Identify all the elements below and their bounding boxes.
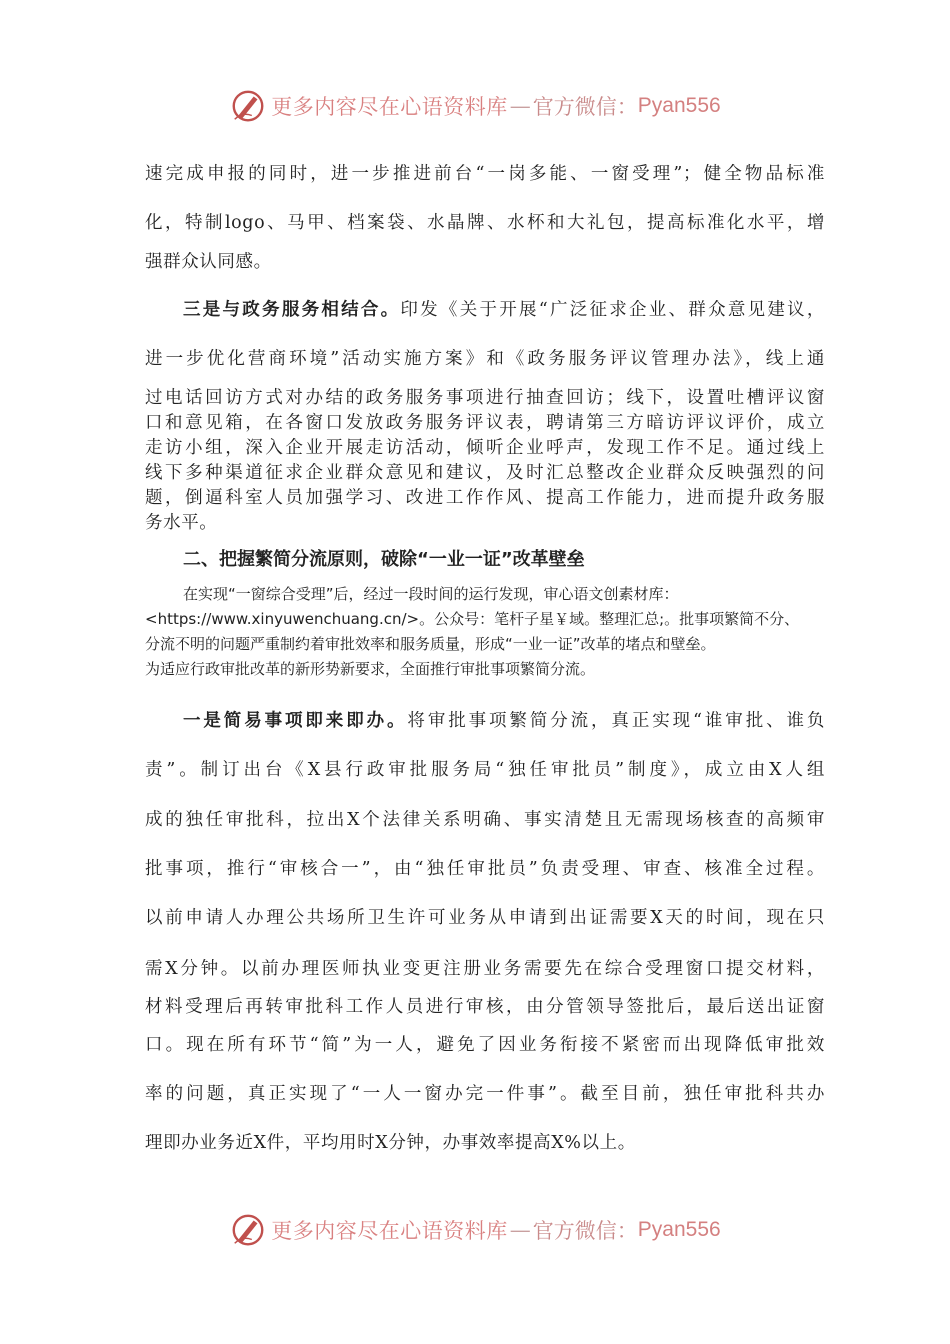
p2-line-2: 进一步优化营商环境”活动实施方案》和《政务服务评议管理办法》，线上通	[145, 349, 825, 369]
p4-lead: 一是简易事项即来即办。	[183, 711, 408, 731]
p2-line-8: 务水平。	[145, 513, 218, 533]
banner-wechat-label: 官方微信：	[532, 1219, 638, 1243]
p4-line-10: 理即办业务近X件，平均用时X分钟，办事效率提高X%以上。	[145, 1133, 636, 1153]
banner-title: 更多内容尽在心语资料库	[271, 95, 508, 119]
p4-line-4: 批事项，推行“审核合一”，由“独任审批员”负责受理、审查、核准全过程。	[145, 859, 825, 879]
banner-wechat-label: 官方微信：	[532, 95, 638, 119]
banner-dash: —	[509, 1218, 531, 1242]
pen-in-circle-logo-icon	[229, 1211, 267, 1249]
p2-line-3: 过电话回访方式对办结的政务服务事项进行抽查回访；线下，设置吐槽评议窗	[145, 388, 825, 408]
p3-line-3: 分流不明的问题严重制约着审批效率和服务质量，形成“一业一证”改革的堵点和壁垒。	[145, 635, 716, 653]
p4-line-9: 率的问题，真正实现了“一人一窗办完一件事”。截至目前，独任审批科共办	[145, 1084, 825, 1104]
p1-line-1: 速完成申报的同时，进一步推进前台“一岗多能、一窗受理”；健全物品标准	[145, 164, 825, 184]
p2-line-5: 走访小组，深入企业开展走访活动，倾听企业呼声，发现工作不足。通过线上	[145, 438, 825, 458]
p4-line-2: 责”。制订出台《X县行政审批服务局“独任审批员”制度》，成立由X人组	[145, 760, 825, 780]
p4-line-3: 成的独任审批科，拉出X个法律关系明确、事实清楚且无需现场核查的高频审	[145, 810, 825, 830]
p3-line-2: <https://www.xinyuwenchuang.cn/>。公众号：笔杆子星￥域。整理汇总;。批事项繁简不分、	[145, 610, 800, 628]
p1-line-3: 强群众认同感。	[145, 252, 272, 272]
p1-line-2: 化，特制logo、马甲、档案袋、水晶牌、水杯和大礼包，提高标准化水平，增	[145, 213, 825, 233]
banner-wechat-id: Pyan556	[637, 1218, 721, 1241]
banner-dash: —	[509, 94, 531, 118]
pen-in-circle-logo-icon	[229, 87, 267, 125]
p2-line-1-text: 印发《关于开展“广泛征求企业、群众意见建议，	[400, 300, 825, 320]
p4-line-5: 以前申请人办理公共场所卫生许可业务从申请到出证需要X天的时间，现在只	[145, 908, 825, 928]
p4-line-1-text: 将审批事项繁简分流，真正实现“谁审批、谁负	[407, 711, 825, 731]
p3-line-4: 为适应行政审批改革的新形势新要求，全面推行审批事项繁简分流。	[145, 660, 596, 678]
p4-line-8: 口。现在所有环节“简”为一人，避免了因业务衔接不紧密而出现降低审批效	[145, 1035, 825, 1055]
header-banner	[0, 84, 950, 128]
p2-line-6: 线下多种渠道征求企业群众意见和建议，及时汇总整改企业群众反映强烈的问	[145, 463, 825, 483]
section-heading: 二、把握繁简分流原则，破除“一业一证”改革壁垒	[183, 549, 585, 570]
p3-line-1: 在实现“一窗综合受理”后，经过一段时间的运行发现，审心语文创素材库：	[183, 585, 679, 603]
p2-line-4: 口和意见箱，在各窗口发放政务服务评议表，聘请第三方暗访评议评价，成立	[145, 413, 825, 433]
footer-banner	[0, 1208, 950, 1252]
p2-line-1	[183, 296, 825, 321]
banner-title: 更多内容尽在心语资料库	[271, 1219, 508, 1243]
p2-lead: 三是与政务服务相结合。	[183, 300, 401, 320]
p4-line-1	[183, 707, 825, 732]
p4-line-6: 需X分钟。以前办理医师执业变更注册业务需要先在综合受理窗口提交材料，	[145, 959, 825, 979]
p4-line-7: 材料受理后再转审批科工作人员进行审核，由分管领导签批后，最后送出证窗	[145, 997, 825, 1017]
banner-wechat-id: Pyan556	[637, 94, 721, 117]
p2-line-7: 题，倒逼科室人员加强学习、改进工作作风、提高工作能力，进而提升政务服	[145, 488, 825, 508]
